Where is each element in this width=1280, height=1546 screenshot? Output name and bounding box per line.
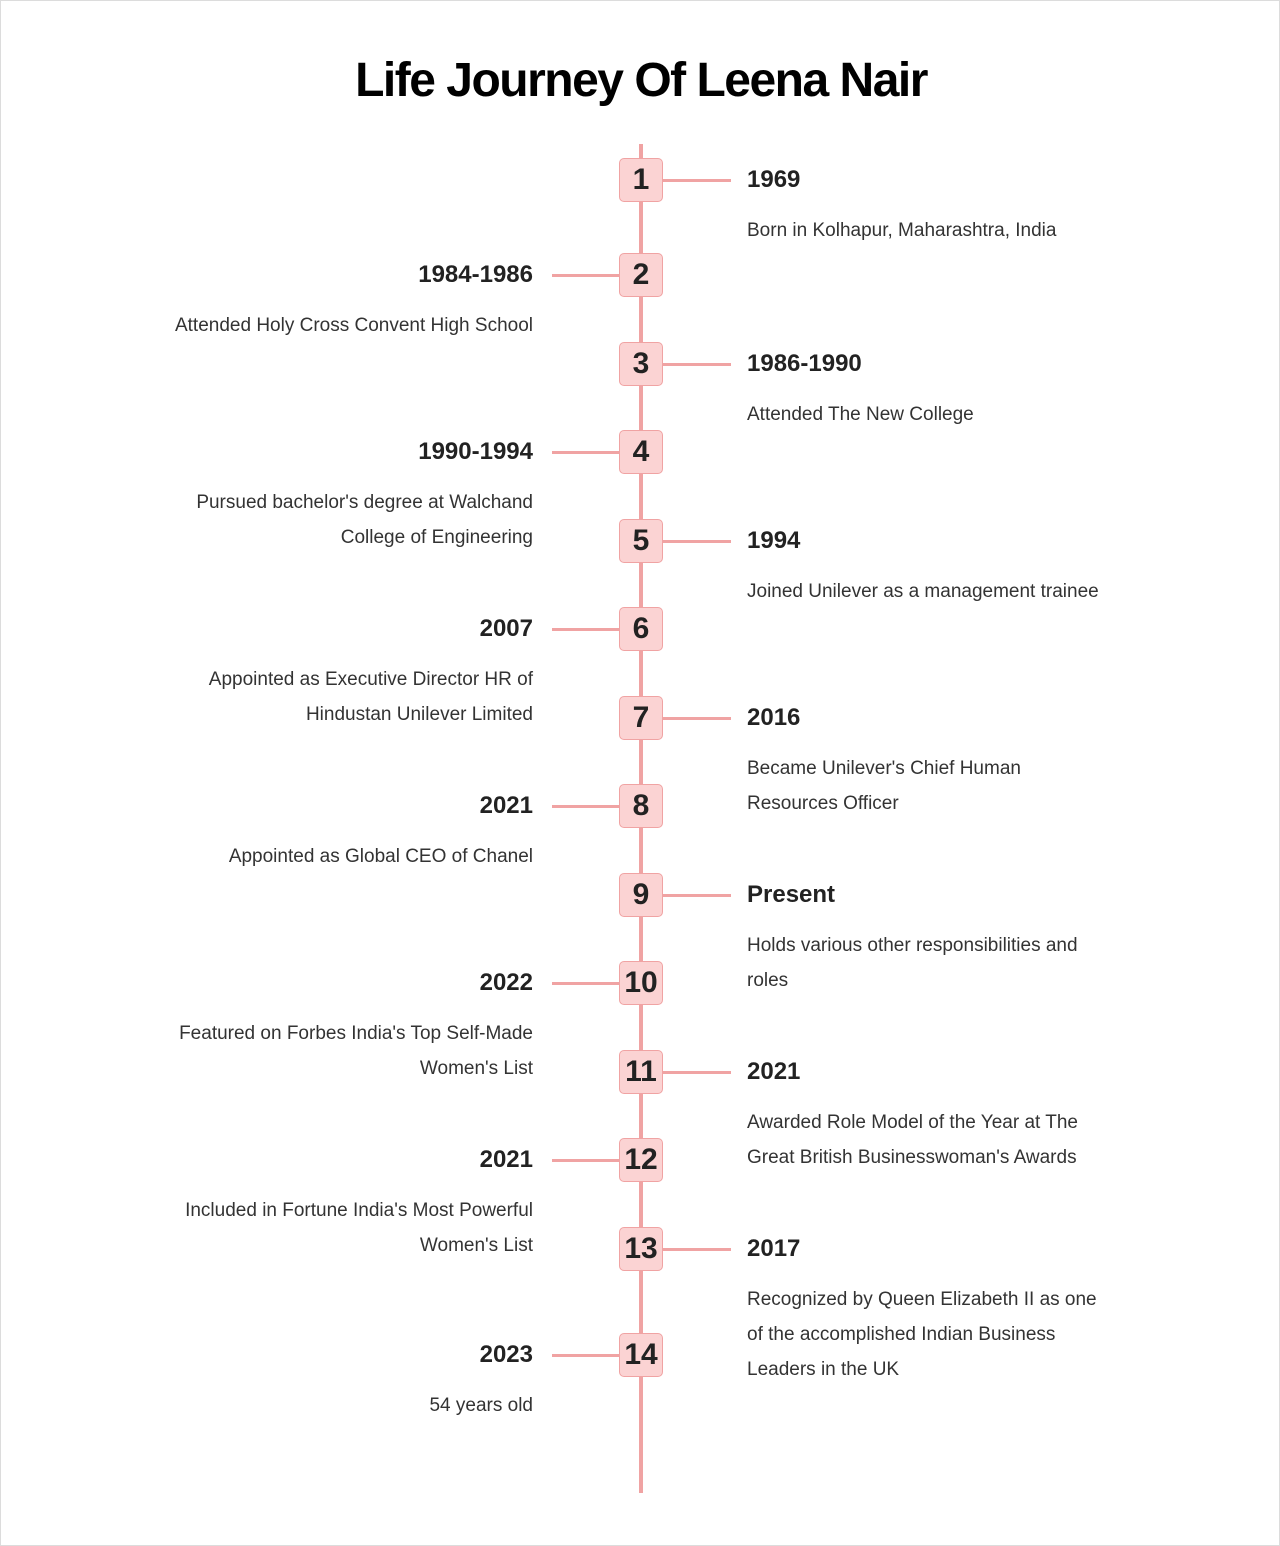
event-description: Awarded Role Model of the Year at The Great British Businesswoman's Awards <box>747 1112 1078 1168</box>
event-connector <box>663 540 731 543</box>
event-number-badge: 14 <box>619 1333 663 1377</box>
event-description: Attended Holy Cross Convent High School <box>174 315 533 336</box>
event-description: Appointed as Executive Director HR of Hindustan Unilever Limited <box>208 669 533 725</box>
event-year: 1986-1990 <box>747 350 862 377</box>
event-number-badge: 6 <box>619 607 663 651</box>
event-connector <box>552 628 619 631</box>
event-description: Appointed as Global CEO of Chanel <box>228 846 533 867</box>
event-year: 1994 <box>747 527 801 554</box>
event-year: 1969 <box>747 166 801 193</box>
event-connector <box>552 1159 619 1162</box>
event-number-badge: 2 <box>619 253 663 297</box>
event-connector <box>663 1248 731 1251</box>
event-year: 2021 <box>747 1058 801 1085</box>
event-number-badge: 5 <box>619 519 663 563</box>
event-connector <box>663 363 731 366</box>
event-number-badge: 11 <box>619 1050 663 1094</box>
event-number-badge: 10 <box>619 961 663 1005</box>
event-description: Pursued bachelor's degree at Walchand College of Engineering <box>196 492 533 548</box>
event-year: 2021 <box>479 792 533 819</box>
event-connector <box>552 274 619 277</box>
event-connector <box>552 805 619 808</box>
event-number-badge: 4 <box>619 430 663 474</box>
event-description: Born in Kolhapur, Maharashtra, India <box>747 220 1057 241</box>
event-connector <box>663 1071 731 1074</box>
event-year: 2021 <box>479 1146 533 1173</box>
event-number-badge: 3 <box>619 342 663 386</box>
event-description: Featured on Forbes India's Top Self-Made Women's List <box>179 1023 533 1079</box>
event-year: Present <box>747 881 836 908</box>
event-connector <box>663 717 731 720</box>
event-connector <box>552 1354 619 1357</box>
event-number-badge: 13 <box>619 1227 663 1271</box>
event-year: 2016 <box>747 704 801 731</box>
event-description: Included in Fortune India's Most Powerful Women's List <box>185 1200 533 1256</box>
event-year: 2017 <box>747 1235 801 1262</box>
page-title: Life Journey Of Leena Nair <box>355 54 927 107</box>
event-number-badge: 9 <box>619 873 663 917</box>
event-connector <box>552 451 619 454</box>
event-description: 54 years old <box>429 1395 533 1416</box>
event-connector <box>663 894 731 897</box>
event-number-badge: 7 <box>619 696 663 740</box>
event-year: 2007 <box>479 615 533 642</box>
event-description: Joined Unilever as a management trainee <box>747 581 1099 602</box>
event-description: Holds various other responsibilities and roles <box>747 935 1078 991</box>
event-description: Recognized by Queen Elizabeth II as one of the accomplished Indian Business Leaders in the UK <box>747 1289 1097 1380</box>
event-year: 2022 <box>479 969 533 996</box>
event-year: 1990-1994 <box>418 438 533 465</box>
event-connector <box>552 982 619 985</box>
event-description: Attended The New College <box>747 404 974 425</box>
event-number-badge: 12 <box>619 1138 663 1182</box>
event-year: 2023 <box>479 1341 533 1368</box>
event-description: Became Unilever's Chief Human Resources Officer <box>747 758 1021 814</box>
event-year: 1984-1986 <box>418 261 533 288</box>
event-number-badge: 1 <box>619 158 663 202</box>
event-connector <box>663 179 731 182</box>
event-number-badge: 8 <box>619 784 663 828</box>
